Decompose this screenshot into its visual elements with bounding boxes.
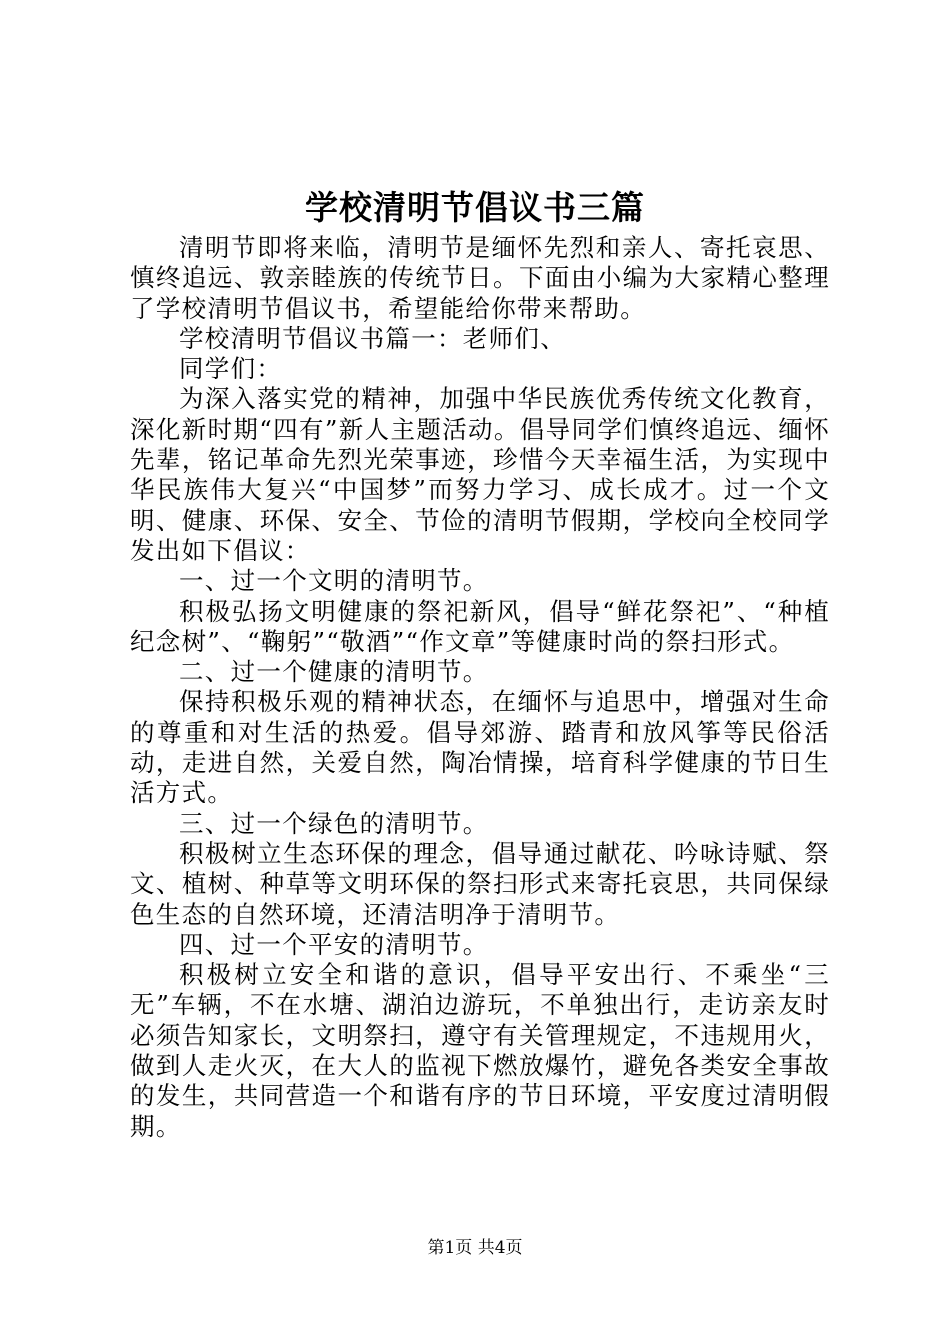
page-footer: 第1页 共4页 xyxy=(427,1238,523,1258)
proposal-heading-2: 二、过一个健康的清明节。 xyxy=(179,657,489,687)
document-body xyxy=(130,233,830,1142)
section-heading-one: 学校清明节倡议书篇一：老师们、 xyxy=(179,323,566,353)
document-title: 学校清明节倡议书三篇 xyxy=(305,188,645,227)
body-paragraph: 积极弘扬文明健康的祭祀新风，倡导“鲜花祭祀”、“种植纪念树”、“鞠躬”“敬酒”“作文章”等健康时尚的祭扫形式。 xyxy=(130,596,830,656)
body-paragraph: 积极树立安全和谐的意识，倡导平安出行、不乘坐“三无”车辆，不在水塘、湖泊边游玩，不单独出行，走访亲友时必须告知家长，文明祭扫，遵守有关管理规定，不违规用火，做到人走火灭，在大人的监视下燃放爆竹，避免各类安全事故的发生，共同营造一个和谐有序的节日环境，平安度过清明假期。 xyxy=(130,960,830,1141)
body-paragraph: 为深入落实党的精神，加强中华民族优秀传统文化教育，深化新时期“四有”新人主题活动。倡导同学们慎终追远、缅怀先辈，铭记革命先烈光荣事迹，珍惜今天幸福生活，为实现中华民族伟大复兴“中国梦”而努力学习、成长成才。过一个文明、健康、环保、安全、节俭的清明节假期，学校向全校同学发出如下倡议： xyxy=(130,384,830,565)
salutation: 同学们： xyxy=(179,354,283,384)
proposal-heading-1: 一、过一个文明的清明节。 xyxy=(179,566,489,596)
body-paragraph: 积极树立生态环保的理念，倡导通过献花、吟咏诗赋、祭文、植树、种草等文明环保的祭扫形式来寄托哀思，共同保绿色生态的自然环境，还清洁明净于清明节。 xyxy=(130,838,830,929)
intro-paragraph: 清明节即将来临，清明节是缅怀先烈和亲人、寄托哀思、慎终追远、敦亲睦族的传统节日。下面由小编为大家精心整理了学校清明节倡议书，希望能给你带来帮助。 xyxy=(130,233,830,323)
proposal-heading-4: 四、过一个平安的清明节。 xyxy=(179,929,489,959)
proposal-heading-3: 三、过一个绿色的清明节。 xyxy=(179,808,489,838)
body-paragraph: 保持积极乐观的精神状态，在缅怀与追思中，增强对生命的尊重和对生活的热爱。倡导郊游、踏青和放风筝等民俗活动，走进自然，关爱自然，陶冶情操，培育科学健康的节日生活方式。 xyxy=(130,687,830,808)
